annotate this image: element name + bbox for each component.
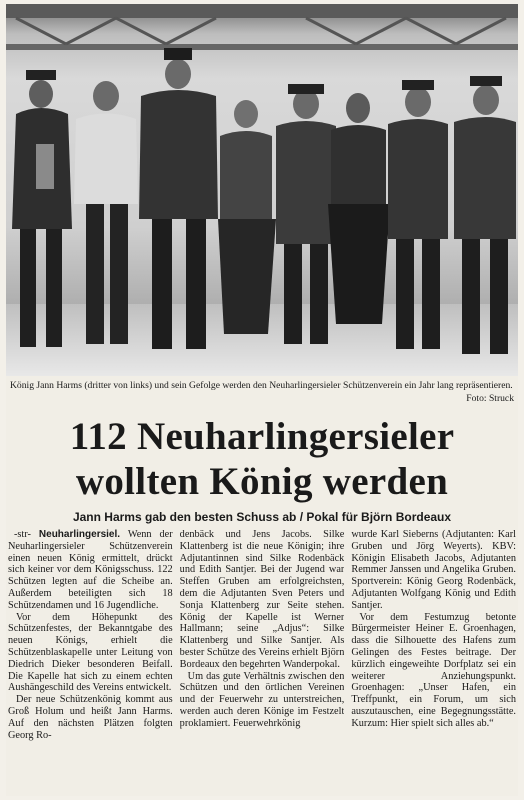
- dateline-place: Neuharlingersiel.: [38, 529, 121, 540]
- article-paragraph: Vor dem Festumzug betonte Bürgermeister Heiner E. Groenhagen, dass die Silhouette des Hafens zum Gelingen des Festes beitrage. Der kürzlich eingeweihte Dorfplatz sei ein weiterer Anziehungspunkt. Groenhagen: „Unser Hafen, ein Treffpunkt, ein Forum, um sich auszutauschen, eine Begegnungsstätte. Kurzum: Hier spielt sich alles ab.“: [351, 611, 517, 729]
- photo-credit: Foto: Struck: [466, 393, 514, 404]
- article-column-1: [8, 529, 173, 794]
- article-paragraph: Um das gute Verhältnis zwischen den Schützen und den örtlichen Vereinen und der Feuerwehr zu unterstreichen, werden auch deren Könige im Festzelt proklamiert. Feuerwehrkönig: [179, 670, 345, 729]
- photo-caption: König Jann Harms (dritter von links) und sein Gefolge werden den Neuharlingersieler Schützenverein ein Jahr lang repräsentieren.: [10, 380, 513, 391]
- article-text: Wenn der Neuharlingersieler Schützenverein einen neuen König ermittelt, drückt sich keiner vor dem Königsschuss. 122 Schützen legten auf die Scheibe an. Außerdem beteiligten sich 18 Schützendamen und 16 Jugendliche.: [8, 529, 173, 611]
- people-silhouettes: [6, 4, 518, 376]
- headline-line-2: wollten König werden: [75, 460, 449, 503]
- article-paragraph: [8, 529, 173, 612]
- dateline-prefix: -str-: [14, 529, 31, 540]
- article-headline: [6, 414, 518, 504]
- article-body: [8, 529, 516, 794]
- article-column-3: [351, 529, 516, 794]
- headline-line-1: 112 Neuharlingersieler: [69, 415, 455, 458]
- group-photo: [6, 4, 518, 376]
- article-paragraph: Vor dem Höhepunkt des Schützenfestes, der Bekanntgabe des neuen Königs, erhielt die Schützenblaskapelle unter Leitung von Diedrich Dieker besonderen Beifall. Die Kapelle hat sich zu einem echten Aushängeschild des Vereins entwickelt.: [8, 611, 173, 694]
- article-paragraph: wurde Karl Sieberns (Adjutanten: Karl Gruben und Jörg Weyerts). KBV: Königin Elisabeth Jacobs, Adjutanten Remmer Janssen und Angelika Gruben. Sportverein: König Georg Rodenbäck, Adjutanten Wolfgang König und Edith Santjer.: [351, 529, 517, 611]
- article-paragraph: denbäck und Jens Jacobs. Silke Klattenberg ist die neue Königin; ihre Adjutantinnen sind Silke Rodenbäck und Edith Santjer. Bei der Jugend war Steffen Gruben am erfolgreichsten, dem die Adjutanten Sven Peters und Sonja Klattenberg zur Seite stehen. König der Kapelle ist Werner Hallmann; seine „Adjus“: Silke Klattenberg und Silke Santjer. Als bester Schütze des Vereins erhielt Björn Bordeaux den begehrten Wanderpokal.: [179, 529, 345, 670]
- article-subheadline: Jann Harms gab den besten Schuss ab / Pokal für Björn Bordeaux: [72, 510, 452, 524]
- article-column-2: [180, 529, 345, 794]
- article-paragraph: Der neue Schützenkönig kommt aus Groß Holum und heißt Jann Harms. Auf den nächsten Plätzen folgten Georg Ro-: [8, 694, 173, 741]
- newspaper-clipping: [6, 4, 518, 796]
